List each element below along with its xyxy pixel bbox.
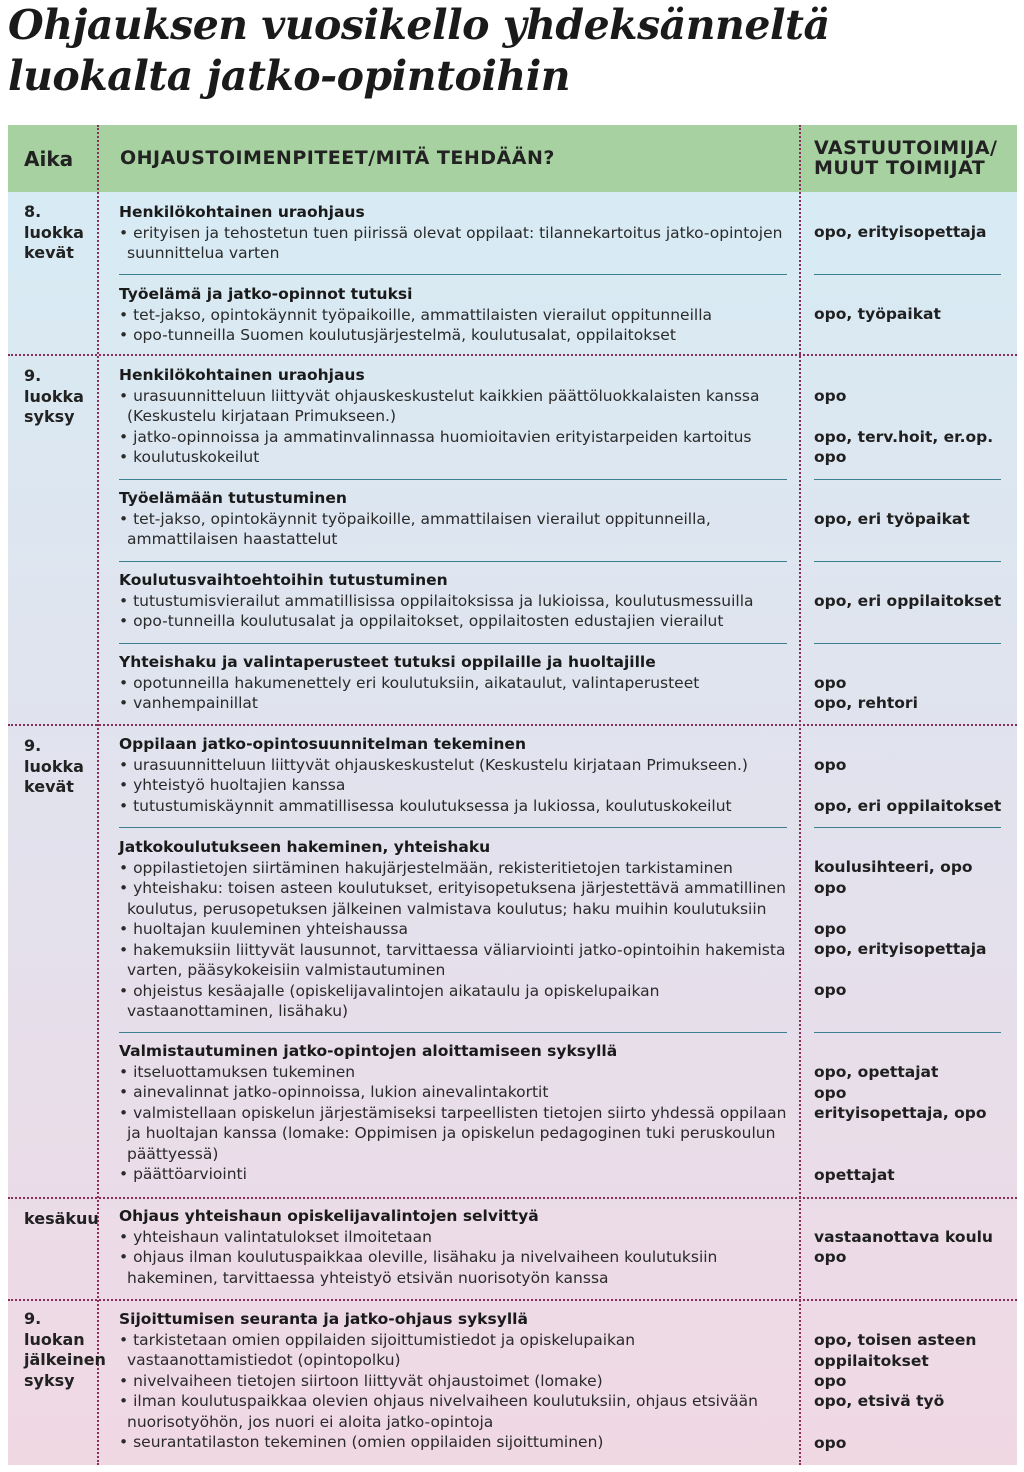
- list-item: • yhteishaku: toisen asteen koulutukset, erityisopetuksena järjestettävä ammatillinen koulutus, perusopetuksen jälkeinen valmistava koulutus; haku muihin koulutuksiin: [119, 878, 787, 919]
- list-item: • erityisen ja tehostetun tuen piirissä olevat oppilaat: tilannekartoitus jatko-opintojen suunnittelua varten: [119, 223, 787, 264]
- section-aika: 9. luokka kevät: [24, 736, 84, 796]
- list-item: • tarkistetaan omien oppilaiden sijoittumistiedot ja opiskelupaikan vastaanottamistiedot (opintopolku): [119, 1330, 787, 1371]
- block: [119, 1041, 787, 1185]
- section-aika: 9. luokka syksy: [24, 366, 84, 426]
- responsible: opo, opettajat: [814, 1063, 939, 1081]
- list-item: • ohjaus ilman koulutuspaikkaa oleville, lisähaku ja nivelvaiheen koulutuksiin hakeminen, tarvittaessa yhteistyö etsivän nuorisotyön kanssa: [119, 1247, 787, 1288]
- block-separator: [119, 827, 787, 828]
- responsible: opo, eri oppilaitokset: [814, 592, 1002, 610]
- resp-separator: [814, 1032, 1001, 1033]
- block-title: Henkilökohtainen uraohjaus: [119, 366, 365, 384]
- header-vastuu: [814, 138, 998, 178]
- list-item: • huoltajan kuuleminen yhteishaussa: [119, 919, 787, 940]
- list-item: • päättöarviointi: [119, 1164, 787, 1185]
- title-line-1: Ohjauksen vuosikello yhdeksänneltä: [8, 1, 830, 49]
- responsible: opo, erityisopettaja: [814, 223, 987, 241]
- block: [119, 1206, 787, 1288]
- block-title: Työelämä ja jatko-opinnot tutuksi: [119, 285, 413, 303]
- block-title: Koulutusvaihtoehtoihin tutustuminen: [119, 571, 448, 589]
- list-item: • yhteistyö huoltajien kanssa: [119, 775, 787, 796]
- section-aika: kesäkuu: [24, 1209, 99, 1228]
- list-item: • opo-tunneilla koulutusalat ja oppilaitokset, oppilaitosten edustajien vierailut: [119, 611, 787, 632]
- responsible: opo, terv.hoit, er.op.: [814, 428, 994, 446]
- block-separator: [119, 274, 787, 275]
- list-item: • yhteishaun valintatulokset ilmoitetaan: [119, 1227, 787, 1248]
- block-title: Henkilökohtainen uraohjaus: [119, 203, 365, 221]
- list-item: • urasuunnitteluun liittyvät ohjauskeskustelut kaikkien päättöluokkalaisten kanssa (Keskustelu kirjataan Primukseen.): [119, 386, 787, 427]
- list-item: • tutustumisvierailut ammatillisissa oppilaitoksissa ja lukioissa, koulutusmessuilla: [119, 591, 787, 612]
- block-separator: [119, 479, 787, 480]
- list-item: • tutustumiskäynnit ammatillisessa koulutuksessa ja lukiossa, koulutuskokeilut: [119, 796, 787, 817]
- title-line-2: luokalta jatko-opintoihin: [8, 52, 571, 100]
- responsible: opo: [814, 981, 847, 999]
- list-item: • ainevalinnat jatko-opinnoissa, lukion ainevalintakortit: [119, 1082, 787, 1103]
- list-item: • urasuunnitteluun liittyvät ohjauskeskustelut (Keskustelu kirjataan Primukseen.): [119, 755, 787, 776]
- header-vastuu-line-2: MUUT TOIMIJAT: [814, 157, 986, 179]
- block: [119, 284, 787, 346]
- responsible: opo: [814, 1372, 847, 1390]
- block-separator: [119, 643, 787, 644]
- list-item: • tet-jakso, opintokäynnit työpaikoille, ammattilaisten vierailut oppitunneilla: [119, 305, 787, 326]
- list-item: • itseluottamuksen tukeminen: [119, 1062, 787, 1083]
- list-item: • seurantatilaston tekeminen (omien oppilaiden sijoittuminen): [119, 1432, 787, 1453]
- responsible: opo, rehtori: [814, 694, 918, 712]
- section-aika: 8. luokka kevät: [24, 202, 84, 262]
- responsible: opo, erityisopettaja: [814, 940, 987, 958]
- responsible: opo: [814, 1248, 847, 1266]
- guidance-table: [8, 125, 1017, 1465]
- block: [119, 734, 787, 816]
- block: [119, 488, 787, 550]
- section-aika: 9. luokan jälkeinen syksy: [24, 1309, 106, 1390]
- responsible: koulusihteeri, opo: [814, 858, 973, 876]
- block-title: Jatkokoulutukseen hakeminen, yhteishaku: [119, 838, 491, 856]
- block: [119, 1309, 787, 1453]
- responsible: opo: [814, 1084, 847, 1102]
- list-item: • tet-jakso, opintokäynnit työpaikoille, ammattilaisen vierailut oppitunneilla, ammattilaisen haastattelut: [119, 509, 787, 550]
- block: [119, 365, 787, 468]
- list-item: • ilman koulutuspaikkaa olevien ohjaus nivelvaiheen koulutuksiin, ohjaus etsivään nuorisotyöhön, jos nuori ei aloita jatko-opintoja: [119, 1391, 787, 1432]
- table-header: [8, 125, 1017, 192]
- responsible: opo, eri oppilaitokset: [814, 797, 1002, 815]
- header-aika: Aika: [24, 147, 74, 171]
- list-item: • koulutuskokeilut: [119, 447, 787, 468]
- list-item: • nivelvaiheen tietojen siirtoon liittyvät ohjaustoimet (lomake): [119, 1371, 787, 1392]
- block-separator: [119, 1032, 787, 1033]
- list-item: • hakemuksiin liittyvät lausunnot, tarvittaessa väliarviointi jatko-opintoihin hakemista varten, pääsykokeisiin valmistautuminen: [119, 940, 787, 981]
- block: [119, 570, 787, 632]
- header-toimenpiteet: OHJAUSTOIMENPITEET/MITÄ TEHDÄÄN?: [120, 147, 555, 169]
- block: [119, 837, 787, 1022]
- responsible: vastaanottava koulu: [814, 1228, 993, 1246]
- resp-separator: [814, 274, 1001, 275]
- responsible: opo: [814, 448, 847, 466]
- responsible: opo: [814, 1434, 847, 1452]
- block-title: Oppilaan jatko-opintosuunnitelman tekeminen: [119, 735, 526, 753]
- responsible: erityisopettaja, opo: [814, 1104, 987, 1122]
- responsible: opo: [814, 920, 847, 938]
- page-title: [8, 0, 1018, 102]
- block-title: Ohjaus yhteishaun opiskelijavalintojen selvittyä: [119, 1207, 539, 1225]
- responsible: opo: [814, 879, 847, 897]
- responsible: opo, eri työpaikat: [814, 510, 970, 528]
- list-item: • ohjeistus kesäajalle (opiskelijavalintojen aikataulu ja opiskelupaikan vastaanottaminen, lisähaku): [119, 981, 787, 1022]
- list-item: • opo-tunneilla Suomen koulutusjärjestelmä, koulutusalat, oppilaitokset: [119, 325, 787, 346]
- responsible: opo, työpaikat: [814, 305, 941, 323]
- block-title: Valmistautuminen jatko-opintojen aloittamiseen syksyllä: [119, 1042, 618, 1060]
- list-item: • vanhempainillat: [119, 693, 787, 714]
- block-title: Yhteishaku ja valintaperusteet tutuksi oppilaille ja huoltajille: [119, 653, 656, 671]
- resp-separator: [814, 827, 1001, 828]
- header-vastuu-line-1: VASTUUTOIMIJA/: [814, 137, 998, 159]
- responsible: opo: [814, 387, 847, 405]
- responsible: opo, toisen asteen oppilaitokset: [814, 1331, 977, 1370]
- responsible: opo: [814, 756, 847, 774]
- list-item: • opotunneilla hakumenettely eri koulutuksiin, aikataulut, valintaperusteet: [119, 673, 787, 694]
- resp-separator: [814, 643, 1001, 644]
- list-item: • oppilastietojen siirtäminen hakujärjestelmään, rekisteritietojen tarkistaminen: [119, 858, 787, 879]
- responsible: opettajat: [814, 1166, 895, 1184]
- resp-separator: [814, 479, 1001, 480]
- responsible: opo, etsivä työ: [814, 1392, 945, 1410]
- responsible: opo: [814, 674, 847, 692]
- block-separator: [119, 561, 787, 562]
- list-item: • jatko-opinnoissa ja ammatinvalinnassa huomioitavien erityistarpeiden kartoitus: [119, 427, 787, 448]
- resp-separator: [814, 561, 1001, 562]
- block-title: Työelämään tutustuminen: [119, 489, 347, 507]
- block: [119, 202, 787, 264]
- list-item: • valmistellaan opiskelun järjestämiseksi tarpeellisten tietojen siirto yhdessä oppilaan ja huoltajan kanssa (lomake: Oppimisen ja opiskelun pedagoginen tuki peruskoulun päättyessä): [119, 1103, 787, 1165]
- block-title: Sijoittumisen seuranta ja jatko-ohjaus syksyllä: [119, 1310, 528, 1328]
- block: [119, 652, 787, 714]
